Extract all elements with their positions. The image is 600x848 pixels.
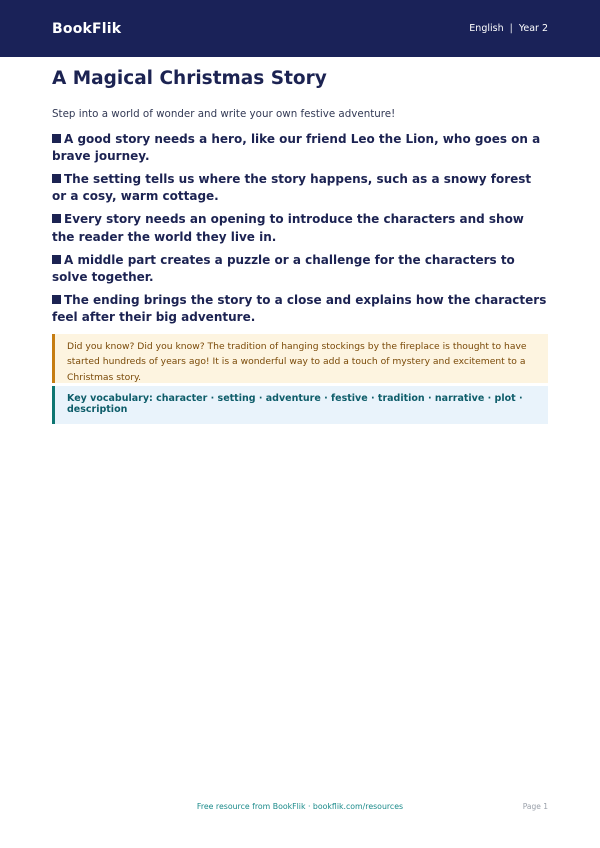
key-vocabulary-box	[52, 386, 548, 424]
list-item	[52, 292, 548, 326]
subject-name: English	[469, 23, 504, 34]
subject-label	[469, 23, 548, 34]
point-text: The ending brings the story to a close and explains how the characters feel after their big adventure.	[52, 292, 547, 324]
list-item	[52, 131, 548, 165]
square-bullet-icon	[52, 214, 61, 223]
main-content	[0, 67, 600, 424]
intro-text: Step into a world of wonder and write your own festive adventure!	[52, 107, 396, 120]
site-header	[0, 0, 600, 57]
point-text: A good story needs a hero, like our friend Leo the Lion, who goes on a brave journey.	[52, 132, 541, 164]
list-item	[52, 171, 548, 205]
did-you-know-box	[52, 334, 548, 383]
footer-resource-link[interactable]: Free resource from BookFlik · bookflik.com/resources	[196, 802, 404, 811]
square-bullet-icon	[52, 134, 61, 143]
page-title: A Magical Christmas Story	[52, 68, 327, 89]
list-item	[52, 211, 548, 245]
point-text: Every story needs an opening to introduce the characters and show the reader the world they live in.	[52, 212, 524, 244]
year-label: Year 2	[518, 23, 548, 34]
story-points-list	[52, 131, 548, 325]
point-text: The setting tells us where the story happens, such as a snowy forest or a cosy, warm cottage.	[52, 172, 532, 204]
list-item	[52, 252, 548, 286]
square-bullet-icon	[52, 295, 61, 304]
subject-separator: |	[509, 23, 513, 34]
square-bullet-icon	[52, 255, 61, 264]
brand-logo[interactable]: BookFlik	[52, 20, 122, 37]
did-you-know-text: Did you know? Did you know? The tradition of hanging stockings by the fireplace is thought to have started hundreds of years ago! It is a wonderful way to add a touch of mystery and excitement to a Christmas story.	[67, 340, 527, 383]
page-footer	[0, 802, 600, 814]
page-number: Page 1	[522, 802, 548, 811]
square-bullet-icon	[52, 174, 61, 183]
point-text: A middle part creates a puzzle or a challenge for the characters to solve together.	[52, 252, 515, 284]
key-vocabulary-text: Key vocabulary: character · setting · adventure · festive · tradition · narrative · plot · description	[67, 392, 523, 415]
